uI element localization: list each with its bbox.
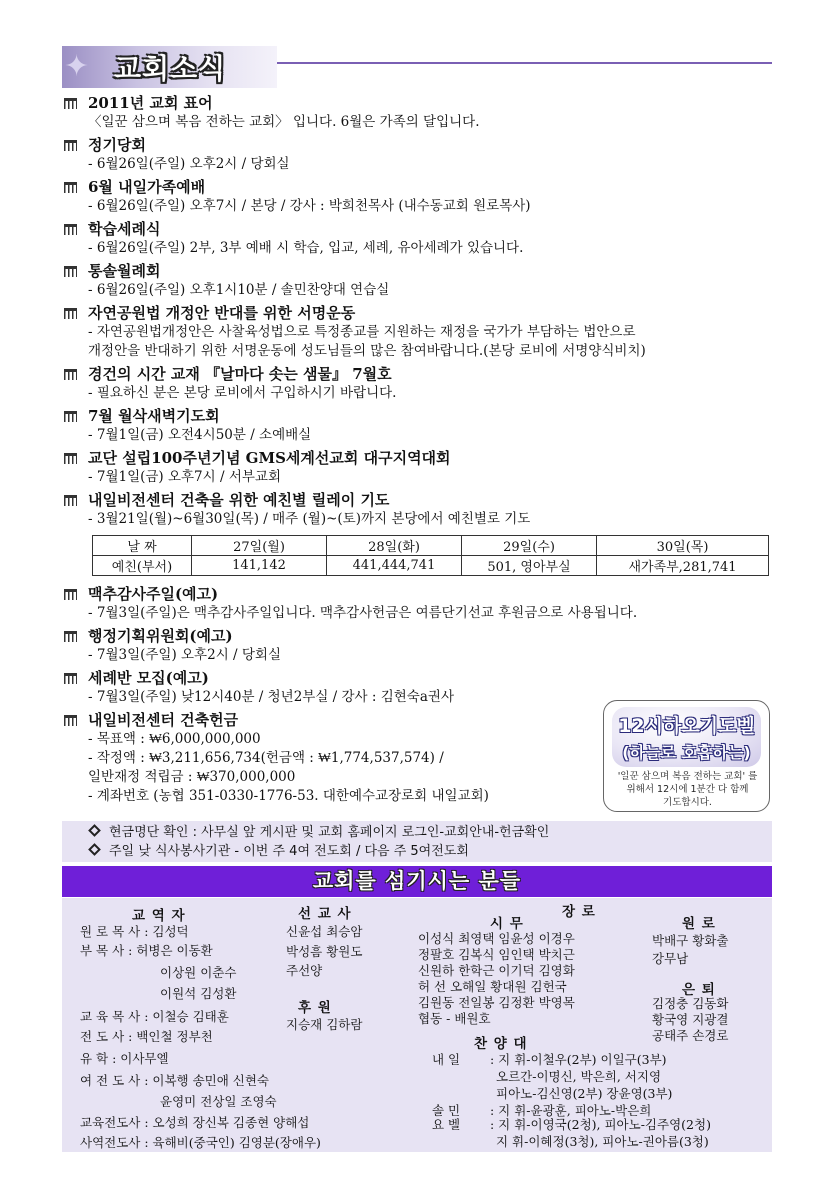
news-item-title-text: 내일비전센터 건축을 위한 예친별 릴레이 기도 bbox=[88, 491, 390, 509]
news-item-title-text: 교단 설립100주년기념 GMS세계선교회 대구지역대회 bbox=[88, 449, 451, 467]
emeritus-heading: 원 로 bbox=[682, 916, 716, 932]
book-bullet-icon bbox=[64, 98, 77, 109]
staff-section bbox=[62, 898, 772, 1152]
notice-text: 주일 낮 식사봉사기관 - 이번 주 4여 전도회 / 다음 주 5여전도회 bbox=[109, 844, 469, 859]
prayer-bell-desc-line: 기도합시다. bbox=[663, 797, 712, 808]
book-bullet-icon bbox=[64, 224, 77, 235]
news-item-title-text: 내일비전센터 건축헌금 bbox=[88, 711, 239, 729]
header-banner bbox=[62, 46, 277, 88]
relay-prayer-table bbox=[92, 535, 769, 576]
relay-header-cell: 30일(목) bbox=[597, 536, 769, 556]
retired-line: 황국영 지광결 bbox=[652, 1012, 729, 1027]
prayer-bell-title-sub: (하늘로 호흡하는) bbox=[622, 743, 751, 762]
support-line: 지승재 김하람 bbox=[286, 1017, 363, 1032]
clergy-heading: 교 역 자 bbox=[132, 908, 186, 924]
news-item-title bbox=[64, 406, 774, 426]
news-item-title-text: 정기당회 bbox=[88, 136, 146, 154]
active-elder-line: 이성식 최영택 임윤성 이경우 bbox=[418, 931, 575, 946]
news-item-line: - 7월1일(금) 오후7시 / 서부교회 bbox=[88, 469, 281, 485]
news-item-title-text: 6월 내일가족예배 bbox=[88, 178, 206, 196]
retired-line: 공태주 손경로 bbox=[652, 1028, 729, 1043]
clergy-line: 교육전도사 : 오성희 장신복 김종현 양해섭 bbox=[80, 1115, 310, 1130]
missionary-line: 주선양 bbox=[286, 963, 323, 978]
prayer-bell-description bbox=[608, 770, 767, 809]
book-bullet-icon bbox=[64, 453, 77, 464]
page-title: 교회소식 bbox=[114, 52, 227, 85]
active-elder-line: 김원동 전일봉 김정환 박영목 bbox=[418, 995, 575, 1010]
retired-line: 김정충 김동화 bbox=[652, 996, 729, 1011]
clergy-line: 이원석 김성환 bbox=[160, 986, 237, 1001]
support-heading: 후 원 bbox=[298, 1000, 332, 1016]
retired-heading: 은 퇴 bbox=[682, 982, 716, 998]
choir-heading: 찬 양 대 bbox=[474, 1036, 528, 1052]
staff-banner bbox=[62, 866, 772, 897]
news-item-line: 〈일꾼 삼으며 복음 전하는 교회〉 입니다. 6월은 가족의 달입니다. bbox=[88, 114, 480, 130]
notice-line bbox=[62, 842, 772, 861]
news-item-line: - 6월26일(주일) 2부, 3부 예배 시 학습, 입교, 세례, 유아세례가 있습니다. bbox=[88, 240, 524, 256]
staff-title: 교회를 섬기시는 분들 bbox=[312, 869, 522, 893]
book-bullet-icon bbox=[64, 369, 77, 380]
news-item-title bbox=[64, 261, 774, 281]
news-item-line: - 자연공원법개정안은 사찰육성법으로 특정종교를 지원하는 재정을 국가가 부담하는 법안으로 bbox=[88, 324, 636, 340]
news-item-line: - 6월26일(주일) 오후1시10분 / 솔민찬양대 연습실 bbox=[88, 282, 390, 298]
elder-heading: 장 로 bbox=[562, 904, 596, 920]
relay-cell: 141,142 bbox=[192, 556, 327, 576]
news-item-line: - 필요하신 분은 본당 로비에서 구입하시기 바랍니다. bbox=[88, 385, 397, 401]
news-item-title bbox=[64, 219, 774, 239]
book-bullet-icon bbox=[64, 140, 77, 151]
choir-line: 지 휘-이혜정(3청), 피아노-권아름(3청) bbox=[496, 1134, 709, 1149]
news-item-title bbox=[64, 364, 774, 384]
clergy-line: 교 육 목 사 : 이철승 김태훈 bbox=[80, 1009, 229, 1024]
news-item-line: - 7월1일(금) 오전4시50분 / 소예배실 bbox=[88, 427, 312, 443]
news-item-title bbox=[64, 490, 774, 510]
active-elder-line: 협동 - 배원호 bbox=[418, 1011, 491, 1026]
clergy-line: 윤영미 전상일 조영숙 bbox=[160, 1094, 277, 1109]
emeritus-line: 박배구 황화출 bbox=[652, 933, 729, 948]
relay-header-cell: 날 짜 bbox=[93, 536, 192, 556]
relay-cell: 예친(부서) bbox=[93, 556, 192, 576]
relay-cell: 441,444,741 bbox=[327, 556, 462, 576]
missionary-line: 신윤섭 최승암 bbox=[286, 924, 363, 939]
missionary-heading: 선 교 사 bbox=[298, 906, 352, 922]
news-item-title-text: 학습세례식 bbox=[88, 220, 161, 238]
choir-line: : 지 휘-이철우(2부) 이일구(3부) bbox=[490, 1052, 667, 1067]
relay-table-header-row bbox=[93, 536, 769, 556]
clergy-line: 사역전도사 : 육해비(중국인) 김영분(장애우) bbox=[80, 1135, 321, 1150]
news-item-title-text: 맥추감사주일(예고) bbox=[88, 585, 219, 603]
news-item-title-text: 7월 월삭새벽기도회 bbox=[88, 407, 220, 425]
news-item-line: - 6월26일(주일) 오후7시 / 본당 / 강사 : 박희천목사 (내수동교회 원로목사) bbox=[88, 198, 531, 214]
choir-line: : 지 휘-이영국(2청), 피아노-김주영(2청) bbox=[490, 1117, 711, 1132]
book-bullet-icon bbox=[64, 495, 77, 506]
book-bullet-icon bbox=[64, 631, 77, 642]
choir-line: : 지 휘-윤광훈, 피아노-박은희 bbox=[490, 1103, 652, 1118]
news-item-line: - 7월3일(주일)은 맥추감사주일입니다. 맥추감사헌금은 여름단기선교 후원금으로 사용됩니다. bbox=[88, 605, 638, 621]
notice-line bbox=[62, 823, 772, 842]
choir-line: 오르간-이명신, 박은희, 서지영 bbox=[496, 1069, 662, 1084]
news-item-title-text: 세례반 모집(예고) bbox=[88, 669, 209, 687]
relay-header-cell: 28일(화) bbox=[327, 536, 462, 556]
relay-table-row bbox=[93, 556, 769, 576]
relay-cell: 501, 영아부실 bbox=[462, 556, 597, 576]
header-rule bbox=[277, 62, 772, 64]
news-item-title bbox=[64, 135, 774, 155]
book-bullet-icon bbox=[64, 673, 77, 684]
news-item-title-text: 2011년 교회 표어 bbox=[88, 94, 213, 112]
active-elder-heading: 시 무 bbox=[490, 916, 524, 932]
book-bullet-icon bbox=[64, 308, 77, 319]
news-item-title bbox=[64, 584, 774, 604]
book-bullet-icon bbox=[64, 589, 77, 600]
prayer-bell-title bbox=[612, 707, 761, 767]
relay-header-cell: 29일(수) bbox=[462, 536, 597, 556]
news-item-title bbox=[64, 93, 774, 113]
news-item-title-text: 경건의 시간 교재 『날마다 솟는 샘물』 7월호 bbox=[88, 365, 392, 383]
news-item-title-text: 행정기획위원회(예고) bbox=[88, 627, 233, 645]
active-elder-line: 신원하 한학근 이기덕 김영화 bbox=[418, 963, 575, 978]
news-item-line: - 3월21일(월)~6월30일(목) / 매주 (월)~(토)까지 본당에서 예친별로 기도 bbox=[88, 511, 531, 527]
choir-line: 피아노-김신영(2부) 장윤영(3부) bbox=[496, 1086, 673, 1101]
clergy-line: 부 목 사 : 허병은 이동환 bbox=[80, 943, 213, 958]
news-group-1 bbox=[64, 93, 774, 532]
prayer-bell-title-main: 12시하오기도벨 bbox=[618, 715, 755, 737]
clergy-line: 여 전 도 사 : 이복행 송민애 신현숙 bbox=[80, 1073, 270, 1088]
news-item-title bbox=[64, 448, 774, 468]
prayer-bell-desc-line: '일꾼 삼으며 복음 전하는 교회' 를 bbox=[617, 771, 758, 782]
missionary-line: 박성흠 황원도 bbox=[286, 944, 363, 959]
notice-text: 현금명단 확인 : 사무실 앞 게시판 및 교회 홈페이지 로그인-교회안내-헌금확인 bbox=[109, 825, 550, 840]
book-bullet-icon bbox=[64, 266, 77, 277]
notice-box bbox=[62, 821, 772, 862]
book-bullet-icon bbox=[64, 411, 77, 422]
relay-header-cell: 27일(월) bbox=[192, 536, 327, 556]
news-item-title-text: 자연공원법 개정안 반대를 위한 서명운동 bbox=[88, 304, 356, 322]
prayer-bell-desc-line: 위해서 12시에 1분간 다 함께 bbox=[626, 784, 749, 795]
news-item-line: - 6월26일(주일) 오후2시 / 당회실 bbox=[88, 156, 290, 172]
choir-label: 내 일 bbox=[432, 1052, 461, 1067]
news-item-line: - 목표액 : ₩6,000,000,000 bbox=[88, 731, 261, 747]
news-item-line: - 작정액 : ₩3,211,656,734(헌금액 : ₩1,774,537,574) / bbox=[88, 750, 444, 766]
clergy-line: 이상원 이춘수 bbox=[160, 965, 237, 980]
active-elder-line: 정팔호 김복식 임인택 박치근 bbox=[418, 947, 575, 962]
clergy-line: 전 도 사 : 백인철 정부천 bbox=[80, 1029, 213, 1044]
book-bullet-icon bbox=[64, 182, 77, 193]
emeritus-line: 강무남 bbox=[652, 951, 689, 966]
news-item-line: - 7월3일(주일) 오후2시 / 당회실 bbox=[88, 647, 281, 663]
news-item-title bbox=[64, 668, 774, 688]
clergy-line: 원 로 목 사 : 김성덕 bbox=[80, 924, 189, 939]
diamond-bullet-icon bbox=[88, 843, 101, 856]
book-bullet-icon bbox=[64, 715, 77, 726]
news-item-line: - 계좌번호 (농협 351-0330-1776-53. 대한예수교장로회 내일교회) bbox=[88, 788, 489, 804]
news-item-title bbox=[64, 177, 774, 197]
relay-cell: 새가족부,281,741 bbox=[597, 556, 769, 576]
diamond-bullet-icon bbox=[88, 824, 101, 837]
header-decoration-icon: ✦ bbox=[64, 49, 90, 84]
clergy-line: 유 학 : 이사무엘 bbox=[80, 1051, 169, 1066]
news-item-line: - 7월3일(주일) 낮12시40분 / 청년2부실 / 강사 : 김현숙a권사 bbox=[88, 689, 454, 705]
section-header bbox=[62, 46, 772, 92]
choir-label: 요 벨 bbox=[432, 1117, 461, 1132]
prayer-bell-box bbox=[603, 700, 770, 812]
news-item-title bbox=[64, 626, 774, 646]
news-item-line: 개정안을 반대하기 위한 서명운동에 성도님들의 많은 참여바랍니다.(본당 로비에 서명양식비치) bbox=[88, 343, 646, 359]
news-item-line: 일반재정 적립금 : ₩370,000,000 bbox=[88, 769, 296, 785]
active-elder-line: 허 선 오해일 황대원 김헌국 bbox=[418, 979, 567, 994]
news-item-title bbox=[64, 303, 774, 323]
news-item-title-text: 통솔월례회 bbox=[88, 262, 161, 280]
choir-label: 솔 민 bbox=[432, 1103, 461, 1118]
